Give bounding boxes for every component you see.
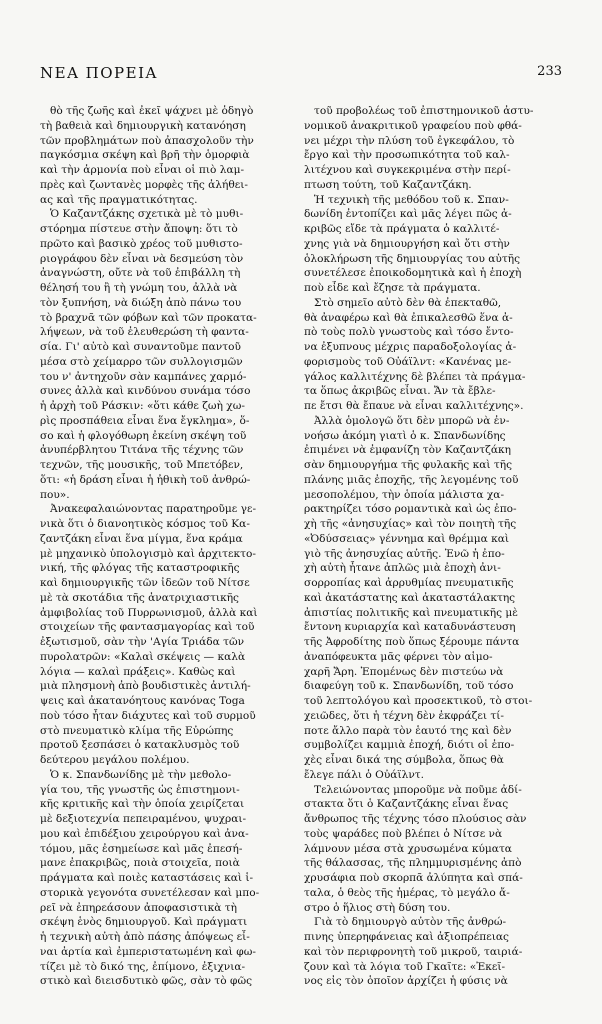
text-line: ἀπιστίας πολιτικῆς καὶ πνευματικῆς μὲ (304, 606, 518, 619)
text-line: ας καὶ τῆς πραγματικότητας. (40, 193, 198, 206)
text-line: Τελειώνοντας μποροῦμε νὰ ποῦμε ἀδί- (314, 783, 522, 796)
text-line: θὸ τῆς ζωῆς καὶ ἐκεῖ ψάχνει μὲ ὁδηγὸ (50, 105, 254, 117)
text-line: ποὺ εἶδε καὶ ἔζησε τὰ πράγματα. (304, 282, 481, 294)
text-line: ἄνθρωπος τῆς τέχνης τόσο πλούσιος σὰν (304, 813, 527, 825)
paragraph (304, 296, 566, 414)
text-line: τῆς Ἀφροδίτης ποὺ ὅπως ξέρουμε πάντα (304, 636, 520, 648)
paragraph (304, 915, 566, 989)
text-line: μεσοπολέμου, τὴν ὁποία μάλιστα χα- (304, 488, 505, 501)
text-line: του ν' ἀντηχοῦν σὰν καμπάνες χαρμό- (40, 370, 247, 383)
paragraph (304, 193, 566, 296)
text-line: παγκόσμια σκέψη καὶ βρῆ τὴν ὁμορφιὰ (40, 149, 250, 162)
text-line: χνης γιὰ νὰ δημιουργήση καὶ ὅτι στὴν (304, 237, 510, 250)
text-line: σορροπίας καὶ ἀρρυθμίας πνευματικῆς (304, 577, 514, 589)
paragraph (304, 104, 566, 193)
text-line: χειῶδες, ὅτι ἡ τέχνη δὲν ἐκφράζει τί- (304, 709, 504, 722)
text-line: πλάνης μιᾶς ἐποχῆς, τῆς λεγομένης τοῦ (304, 473, 519, 486)
text-line: στοιχείων τῆς φαντασμαγορίας καὶ τοῦ (40, 621, 255, 634)
text-line: «Ὀδύσσειας» γέννημα καὶ θρέμμα καὶ (304, 532, 510, 545)
text-line: ἔργο καὶ τὴν προσωπικότητα τοῦ καλ- (304, 149, 510, 162)
text-line: πρὲς καὶ ζωντανὲς μορφὲς τῆς ἀλήθει- (40, 178, 248, 191)
text-line: στὸ πνευματικὸ κλίμα τῆς Εὐρώπης (40, 724, 234, 737)
text-line: μιὰ πλησμονὴ ἀπὸ βουδιστικὲς ἀντιλή- (40, 680, 251, 693)
text-line: ἐξωτισμοῦ, σὰν τὴν 'Αγία Τριάδα τῶν (40, 636, 245, 648)
text-line: Στὸ σημεῖο αὐτὸ δὲν θὰ ἐπεκταθῶ, (314, 296, 502, 309)
text-line: φορισμοὺς τοῦ Οὐάϊλντ: «Κανένας με- (304, 355, 512, 368)
text-line: ριογράφου δὲν εἶναι νὰ δεσμεύση τὸν (40, 252, 244, 265)
text-line: δωνίδη ἐντοπίζει καὶ μᾶς λέγει πῶς ἀ- (304, 208, 512, 221)
left-column (40, 104, 302, 989)
text-line: ζαντζάκη εἶναι ἕνα μίγμα, ἕνα κράμα (40, 532, 243, 545)
text-line: ποὺ τόσο ἦταν διάχυτες καὶ τοῦ συρμοῦ (40, 709, 256, 722)
text-line: θὰ ἀναφέρω καὶ θὰ ἐπικαλεσθῶ ἕνα ἀ- (304, 311, 513, 324)
text-line: πὸ τοὺς πολὺ γνωστοὺς καὶ τόσο ἔντο- (304, 326, 514, 339)
text-line: τόμου, μᾶς ἐσημείωσε καὶ μᾶς ἐπεσή- (40, 842, 243, 855)
text-line: σὰν δημιουργήμα τῆς φυλακῆς καὶ τῆς (304, 459, 513, 471)
text-line: Ἡ τεχνικὴ τῆς μεθόδου τοῦ κ. Σπαν- (314, 193, 509, 206)
text-line: λήψεων, νὰ τοῦ ἐλευθερώση τὴ φαντα- (40, 326, 249, 339)
text-line: ζουν καὶ τὰ λόγια τοῦ Γκαῖτε: «Ἐκεῖ- (304, 960, 506, 973)
text-line: τοῦ λεπτολόγου καὶ προσεκτικοῦ, τὸ στοι- (304, 695, 533, 707)
text-line: στικὸ καὶ διεισδυτικὸ φῶς, σὰν τὸ φῶς (40, 975, 253, 988)
paragraph (304, 783, 566, 916)
text-line: ἔντονη κυριαρχία καὶ καταδυνάστευση (304, 621, 516, 634)
text-line: μέσα στὸ χείμαρρο τῶν συλλογισμῶν (40, 355, 243, 368)
right-column (304, 104, 566, 989)
text-line: καὶ ἀκατάστατης καὶ ἀκαταστάλακτης (304, 591, 516, 604)
text-line: πτωση τούτη, τοῦ Καζαντζάκη. (304, 178, 472, 191)
text-line: νοήσω ἀκόμη γιατὶ ὁ κ. Σπανδωνίδης (304, 429, 506, 442)
text-line: θέλησή του ἢ τὴ γνώμη του, ἀλλὰ νὰ (40, 282, 238, 294)
text-line: ἀναγνώστη, οὔτε νὰ τοῦ ἐπιβάλλη τὴ (40, 267, 241, 280)
text-line: τα ὅπως ἀκριβῶς εἶναι. Ἄν τὰ ἔβλε- (304, 385, 496, 398)
text-line: μου καὶ ἐπιδέξιου χειρούργου καὶ ἀνα- (40, 827, 249, 840)
text-line: μανε ἐπακριβῶς, ποιὰ στοιχεῖα, ποιὰ (40, 857, 240, 870)
text-line: τῶν προβλημάτων ποὺ ἀπασχολοῦν τὴν (40, 134, 254, 147)
text-line: ἡ ἀρχὴ τοῦ Ράσκιν: «ὅτι κάθε ζωὴ χω- (40, 400, 245, 412)
text-line: τεχνῶν, τῆς μουσικῆς, τοῦ Μπετόβεν, (40, 459, 244, 471)
paragraph (40, 104, 302, 207)
text-line: Γιὰ τὸ δημιουργὸ αὐτὸν τῆς ἀνθρώ- (314, 916, 507, 929)
text-line: χὲς εἶναι δικά της σύμβολα, ὅπως θὰ (304, 754, 504, 766)
text-line: λόγια — καλαὶ πράξεις». Καθὼς καὶ (40, 665, 236, 678)
text-line: χὴ τῆς «ἀνησυχίας» καὶ τὸν ποιητὴ τῆς (304, 518, 517, 530)
text-line: πράγματα καὶ ποιὲς καταστάσεις καὶ ἱ- (40, 872, 254, 884)
text-line: ταλα, ὁ θεὸς τῆς ἡμέρας, τὸ μεγάλο ἄ- (304, 886, 510, 899)
text-line: ρακτηρίζει τόσο ρομαντικὰ καὶ ὡς ἐπο- (304, 503, 517, 516)
running-title: ΝΕΑ ΠΟΡΕΙΑ (40, 64, 158, 82)
text-line: τίζει μὲ τὸ δικό της, ἐπίμονο, ἐξιχνια- (40, 960, 246, 973)
text-line: καὶ δημιουργικῆς τῶν ἰδεῶν τοῦ Νίτσε (40, 577, 250, 589)
text-line: ρὶς προσπάθεια εἶναι ἕνα ἔγκλημα», ὅ- (40, 414, 250, 427)
text-line: προτοῦ ξεσπάσει ὁ κατακλυσμὸς τοῦ (40, 739, 240, 752)
text-line: γάλος καλλιτέχνης δὲ βλέπει τὰ πράγμα- (304, 370, 526, 383)
paragraph (40, 502, 302, 768)
text-line: μὲ δεξιοτεχνία πεπειραμένου, ψυχραι- (40, 813, 247, 825)
text-line: γία του, τῆς γνωστῆς ὡς ἐπιστημονι- (40, 783, 240, 796)
text-line: χὴ αὐτὴ ἦτανε ἁπλῶς μιὰ ἐποχὴ ἀνι- (304, 562, 501, 575)
text-line: ρεῖ νὰ ἐπηρεάσουν ἀποφασιστικὰ τὴ (40, 901, 237, 914)
text-line: ἀναπόφευκτα μᾶς φέρνει τὸν αἱμο- (304, 650, 493, 663)
text-line: ἡ τεχνικὴ αὐτὴ ἀπὸ πάσης ἀπόψεως εἶ- (40, 931, 250, 943)
text-line: νική, τῆς φλόγας τῆς καταστροφικῆς (40, 562, 240, 575)
text-line: Ὁ κ. Σπανδωνίδης μὲ τὴν μεθολο- (50, 768, 232, 781)
text-line: σκέψη ἑνὸς δημιουργοῦ. Καὶ πράγματι (40, 916, 248, 929)
text-line: πρῶτο καὶ βασικὸ χρέος τοῦ μυθιστο- (40, 237, 243, 250)
text-line: τὴ βαθειὰ καὶ δημιουργικὴ κατανόηση (40, 119, 246, 132)
text-line: δεύτερου μεγάλου πολέμου. (40, 754, 190, 766)
text-line: ὅτι: «ἡ δράση εἶναι ἡ ἠθικὴ τοῦ ἀνθρώ- (40, 473, 251, 486)
text-line: που». (40, 488, 70, 501)
text-line: Ἀνακεφαλαιώνοντας παρατηροῦμε γε- (50, 503, 257, 516)
text-line: στακτα ὅτι ὁ Καζαντζάκης εἶναι ἕνας (304, 798, 509, 811)
text-line: κῆς κριτικῆς καὶ τὴν ὁποία χειρίζεται (40, 798, 245, 811)
text-line: ναι ἀρτία καὶ ἐμπεριστατωμένη καὶ φω- (40, 945, 256, 958)
text-line: χαρῆ Ἄρη. Ἐπομένως δὲν πιστεύω νὰ (304, 665, 504, 678)
text-line: γιὸ τῆς ἀνησυχίας αὐτῆς. Ἐνῶ ἡ ἐπο- (304, 547, 505, 560)
text-line: συνετέλεσε ἐποικοδομητικὰ καὶ ἡ ἐποχὴ (304, 267, 522, 280)
text-line: κριβῶς εἴδε τὰ πράγματα ὁ καλλιτέ- (304, 223, 500, 235)
text-line: Ὁ Καζαντζάκης σχετικὰ μὲ τὸ μυθι- (50, 208, 244, 221)
text-line: ἔλεγε πάλι ὁ Οὐάϊλντ. (304, 768, 424, 781)
text-line: νομικοῦ ἀνακριτικοῦ γραφείου ποὺ φθά- (304, 119, 522, 132)
text-line: νικὰ ὅτι ὁ διανοητικὸς κόσμος τοῦ Κα- (40, 518, 250, 530)
text-line: καὶ τὸν περιφρονητὴ τοῦ μικροῦ, ταιριά- (304, 945, 523, 958)
text-line: ἀμφιβολίας τοῦ Πυρρωνισμοῦ, ἀλλὰ καὶ (40, 606, 258, 619)
text-line: τῆς θάλασσας, τῆς πλημμυρισμένης ἀπὸ (304, 857, 522, 870)
paragraph (40, 768, 302, 989)
text-line: τὸ βραχνᾶ τῶν φόβων καὶ τῶν προκατα- (40, 311, 257, 324)
text-line: μὲ τὰ σκοτάδια τῆς ἀνατριχιαστικῆς (40, 591, 239, 604)
text-line: στόρημα πίστευε στὴν ἄποψη: ὅτι τὸ (40, 223, 238, 235)
text-line: καὶ τὴν ἁρμονία ποὺ εἶναι οἱ πιὸ λαμ- (40, 164, 245, 176)
text-line: τὸν ξυπνήση, νὰ διώξη ἀπὸ πάνω του (40, 296, 242, 309)
text-line: τοῦ προβολέως τοῦ ἐπιστημονικοῦ ἀστυ- (314, 105, 534, 117)
text-line: ἀνυπέρβλητου Τιτάνα τῆς τέχνης τῶν (40, 444, 244, 457)
text-line: Ἀλλὰ ὁμολογῶ ὅτι δὲν μπορῶ νὰ ἐν- (314, 414, 510, 427)
text-line: στορικὰ γεγονότα συνετέλεσαν καὶ μπο- (40, 886, 260, 899)
paragraph (40, 207, 302, 502)
text-line: ψεις καὶ ἀκατανόητους κανόνας Toga (40, 695, 245, 707)
text-line: λάμνουν μέσα στὰ χρυσωμένα κύματα (304, 842, 512, 855)
text-line: πυρολατρῶν: «Καλαὶ σκέψεις — καλὰ (40, 650, 246, 663)
text-line: μὲ μηχανικὸ ὑπολογισμὸ καὶ ἀρχιτεκτο- (40, 547, 256, 560)
text-line: χρυσάφια ποὺ σκορπᾶ ἀλύπητα καὶ σπά- (304, 872, 523, 884)
text-line: ἐπιμένει νὰ ἐμφανίζη τὸν Καζαντζάκη (304, 444, 511, 457)
text-line: λιτέχνου καὶ συγκεκριμένα στὴν περί- (304, 164, 511, 176)
text-line: πινης ὑπερηφάνειας καὶ ἀξιοπρέπειας (304, 931, 509, 943)
page-number: 233 (537, 64, 562, 79)
paragraph (304, 414, 566, 783)
text-line: συνες ἀλλὰ καὶ κινδύνου συνάμα τόσο (40, 385, 251, 398)
text-line: τοὺς ψαράδες ποὺ βλέπει ὁ Νίτσε νὰ (304, 827, 503, 840)
text-line: νος εἰς τὸν ὁποῖον ἀρχίζει ἡ φύσις νὰ (304, 975, 508, 988)
text-line: διαφεύγη τοῦ κ. Σπανδωνίδη, τοῦ τόσο (304, 680, 514, 693)
text-line: ὁλοκλήρωση τῆς δημιουργίας του αὐτῆς (304, 252, 521, 265)
text-line: νει μέχρι τὴν πλύση τοῦ ἐγκεφάλου, τὸ (304, 134, 515, 147)
text-line: να ἐξυπνους μέχρις παραδοξολογίας ἀ- (304, 341, 517, 353)
text-line: στρο ὁ ἥλιος στὴ δύση του. (304, 901, 451, 914)
text-line: συμβολίζει καμμιὰ ἐποχή, διότι οἱ ἐπο- (304, 739, 515, 752)
text-line: πε ἔτσι θὰ ἔπαυε νὰ εἶναι καλλιτέχνης». (304, 400, 524, 412)
text-line: ποτε ἄλλο παρὰ τὸν ἑαυτό της καὶ δὲν (304, 724, 512, 737)
text-line: σία. Γι' αὐτὸ καὶ συναντοῦμε παντοῦ (40, 341, 241, 353)
text-line: σο καὶ ἡ φλογόθωρη ἐκείνη σκέψη τοῦ (40, 429, 247, 442)
